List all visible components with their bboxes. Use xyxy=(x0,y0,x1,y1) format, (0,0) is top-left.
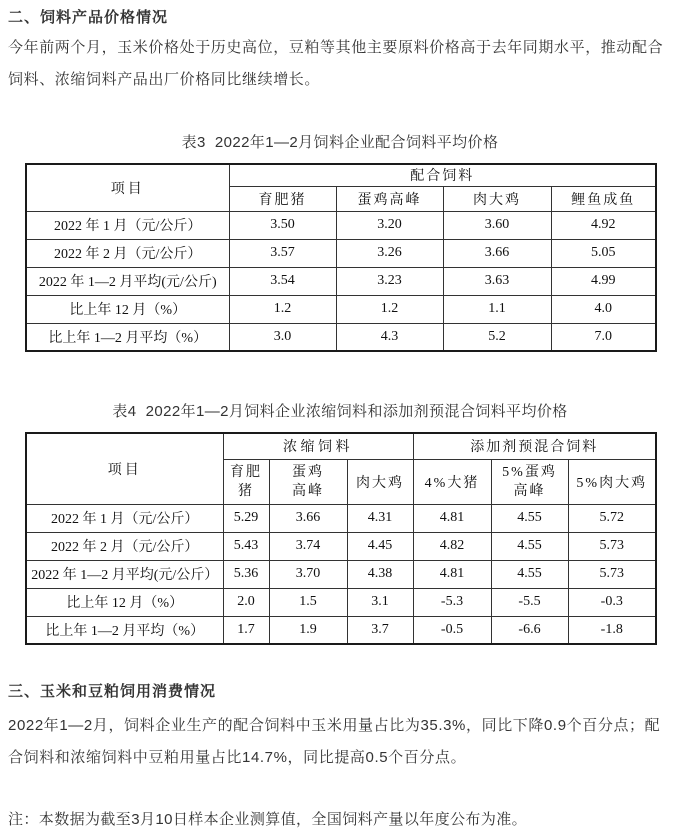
table3-value-cell: 3.66 xyxy=(443,239,551,267)
table4-col-header: 5%肉大鸡 xyxy=(568,459,656,504)
table4-col-header: 4%大猪 xyxy=(413,459,491,504)
table3-item-header: 项目 xyxy=(26,164,229,211)
table4-value-cell: 4.31 xyxy=(347,504,413,532)
table3-col-header: 鲤鱼成鱼 xyxy=(551,186,656,211)
table4-group-header-premix: 添加剂预混合饲料 xyxy=(413,433,656,459)
table4-row-label: 2022 年 1—2 月平均(元/公斤） xyxy=(26,560,223,588)
table4-data-row xyxy=(26,504,656,532)
section-3-paragraph: 2022年1—2月，饲料企业生产的配合饲料中玉米用量占比为35.3%，同比下降0.9个百分点；配合饲料和浓缩饲料中豆粕用量占比14.7%，同比提高0.5个百分点。 xyxy=(8,717,661,766)
table4-value-cell: 5.43 xyxy=(223,532,269,560)
table3-row-label: 2022 年 2 月（元/公斤） xyxy=(26,239,229,267)
table3-value-cell: 3.26 xyxy=(336,239,443,267)
table3-value-cell: 3.0 xyxy=(229,323,336,351)
table3-data-row xyxy=(26,295,656,323)
table3-data-row xyxy=(26,211,656,239)
table3-value-cell: 4.0 xyxy=(551,295,656,323)
section-2-paragraph: 今年前两个月，玉米价格处于历史高位，豆粕等其他主要原料价格高于去年同期水平，推动配合饲料、浓缩饲料产品出厂价格同比继续增长。 xyxy=(8,39,664,88)
table4-value-cell: 1.5 xyxy=(269,588,347,616)
table4-value-cell: 5.73 xyxy=(568,532,656,560)
table4-header-row xyxy=(26,433,656,459)
table4-col-header-label: 蛋鸡高峰 xyxy=(292,464,324,499)
table4-value-cell: 4.55 xyxy=(491,504,568,532)
section-2-heading: 二、饲料产品价格情况 xyxy=(8,9,169,26)
table4-value-cell: -5.3 xyxy=(413,588,491,616)
table3-value-cell: 3.63 xyxy=(443,267,551,295)
table3-value-cell: 1.2 xyxy=(336,295,443,323)
table4-value-cell: -1.8 xyxy=(568,616,656,644)
table4-col-header-label: 5%蛋鸡高峰 xyxy=(502,464,557,499)
table3-value-cell: 3.20 xyxy=(336,211,443,239)
table3-row-label: 比上年 12 月（%） xyxy=(26,295,229,323)
table4-data-row xyxy=(26,616,656,644)
table3-value-cell: 4.3 xyxy=(336,323,443,351)
table4-value-cell: 5.36 xyxy=(223,560,269,588)
table3-value-cell: 5.2 xyxy=(443,323,551,351)
table4-value-cell: 3.74 xyxy=(269,532,347,560)
table4-row-label: 2022 年 1 月（元/公斤） xyxy=(26,504,223,532)
table4-value-cell: 5.29 xyxy=(223,504,269,532)
table4-value-cell: 5.72 xyxy=(568,504,656,532)
table4-data-row xyxy=(26,560,656,588)
section-3-heading: 三、玉米和豆粕饲用消费情况 xyxy=(8,683,217,700)
table4-col-header: 肉大鸡 xyxy=(347,459,413,504)
table4-data-row xyxy=(26,588,656,616)
table3-row-label: 比上年 1—2 月平均（%） xyxy=(26,323,229,351)
table3-value-cell: 5.05 xyxy=(551,239,656,267)
table4-data-row xyxy=(26,532,656,560)
table3-row-label: 2022 年 1—2 月平均(元/公斤) xyxy=(26,267,229,295)
table3-data-row xyxy=(26,323,656,351)
table4-value-cell: 3.66 xyxy=(269,504,347,532)
table4-group-header-concentrate: 浓缩饲料 xyxy=(223,433,413,459)
table4-value-cell: 3.7 xyxy=(347,616,413,644)
table3-value-cell: 1.1 xyxy=(443,295,551,323)
table3 xyxy=(25,163,657,352)
table3-group-header: 配合饲料 xyxy=(229,164,656,186)
table3-caption: 表3 2022年1—2月饲料企业配合饲料平均价格 xyxy=(181,134,499,151)
table4-value-cell: 2.0 xyxy=(223,588,269,616)
table4-value-cell: 4.81 xyxy=(413,560,491,588)
table3-col-header: 育肥猪 xyxy=(229,186,336,211)
table4 xyxy=(25,432,657,645)
table4-col-header-label: 育肥猪 xyxy=(230,464,262,499)
table3-header-row xyxy=(26,164,656,186)
table4-value-cell: 4.38 xyxy=(347,560,413,588)
table4-value-cell: -5.5 xyxy=(491,588,568,616)
table4-value-cell: 4.82 xyxy=(413,532,491,560)
table4-value-cell: 1.9 xyxy=(269,616,347,644)
table4-value-cell: -0.3 xyxy=(568,588,656,616)
table4-value-cell: -0.5 xyxy=(413,616,491,644)
table4-value-cell: 4.45 xyxy=(347,532,413,560)
table3-col-header: 蛋鸡高峰 xyxy=(336,186,443,211)
table3-value-cell: 7.0 xyxy=(551,323,656,351)
table3-value-cell: 3.57 xyxy=(229,239,336,267)
table4-row-label: 比上年 12 月（%） xyxy=(26,588,223,616)
table4-value-cell: 1.7 xyxy=(223,616,269,644)
table4-col-header xyxy=(269,459,347,504)
table4-row-label: 2022 年 2 月（元/公斤） xyxy=(26,532,223,560)
table3-value-cell: 3.23 xyxy=(336,267,443,295)
table4-value-cell: 3.1 xyxy=(347,588,413,616)
table3-row-label: 2022 年 1 月（元/公斤） xyxy=(26,211,229,239)
table4-value-cell: 4.81 xyxy=(413,504,491,532)
table4-value-cell: 4.55 xyxy=(491,532,568,560)
table4-item-header: 项目 xyxy=(26,433,223,504)
table3-value-cell: 1.2 xyxy=(229,295,336,323)
table3-data-row xyxy=(26,267,656,295)
table3-value-cell: 3.54 xyxy=(229,267,336,295)
table3-value-cell: 4.92 xyxy=(551,211,656,239)
table3-value-cell: 4.99 xyxy=(551,267,656,295)
table4-value-cell: 4.55 xyxy=(491,560,568,588)
table4-row-label: 比上年 1—2 月平均（%） xyxy=(26,616,223,644)
table3-data-row xyxy=(26,239,656,267)
table4-caption: 表4 2022年1—2月饲料企业浓缩饲料和添加剂预混合饲料平均价格 xyxy=(112,403,568,420)
table4-value-cell: 3.70 xyxy=(269,560,347,588)
table4-col-header xyxy=(491,459,568,504)
table4-value-cell: 5.73 xyxy=(568,560,656,588)
table4-col-header xyxy=(223,459,269,504)
table3-col-header: 肉大鸡 xyxy=(443,186,551,211)
table4-value-cell: -6.6 xyxy=(491,616,568,644)
table3-value-cell: 3.50 xyxy=(229,211,336,239)
footnote: 注：本数据为截至3月10日样本企业测算值，全国饲料产量以年度公布为准。 xyxy=(8,811,528,828)
table3-value-cell: 3.60 xyxy=(443,211,551,239)
